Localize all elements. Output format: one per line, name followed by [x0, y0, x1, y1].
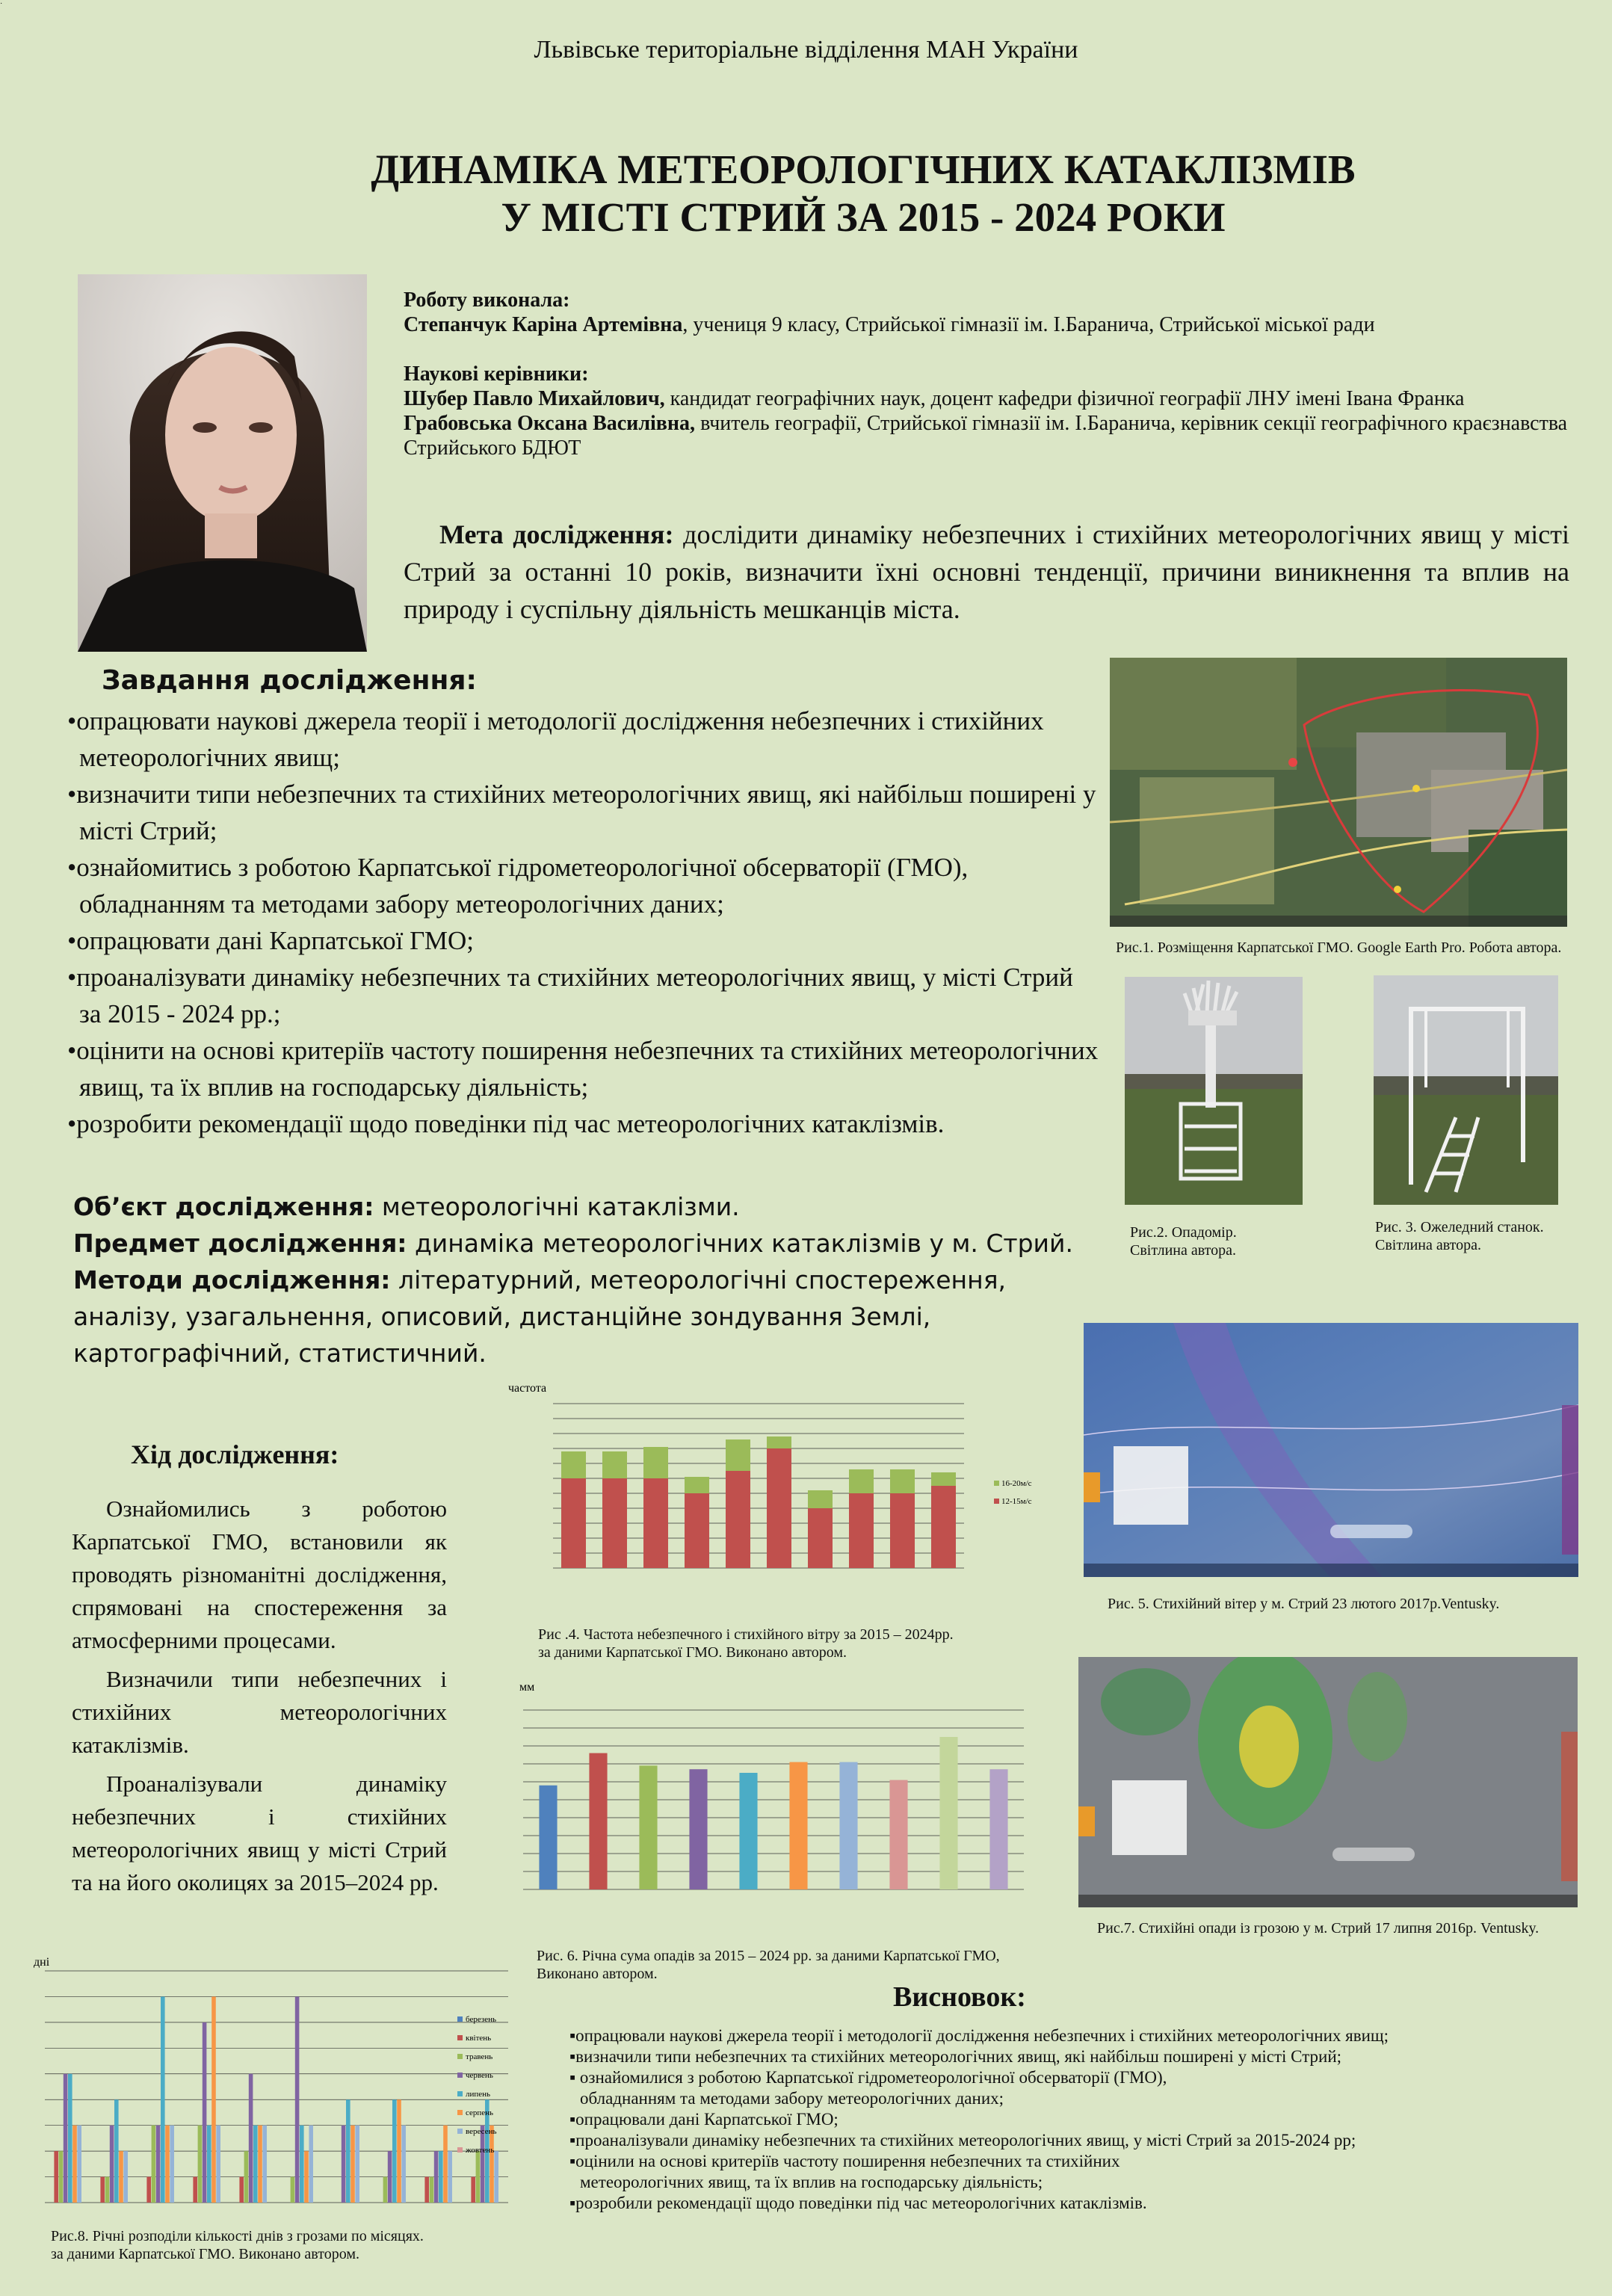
subject-line — [73, 1225, 1105, 1262]
fig1-satellite-map — [1110, 658, 1567, 927]
fig4-caption: Рис .4. Частота небезпечного і стихійного вітру за 2015 – 2024рр. за даними Карпатської ГМО. Виконано автором. — [538, 1626, 954, 1661]
bar-серпень-2017 — [165, 2126, 170, 2203]
bar-травень-2017 — [152, 2126, 156, 2203]
y-axis-label: дні — [34, 1956, 50, 1969]
bar-квітень-2024 — [471, 2177, 475, 2203]
advisor-2-name: Грабовська Оксана Василівна, — [404, 412, 696, 435]
fig3-caption: Рис. 3. Ожеледний станок. Світлина автора. — [1375, 1219, 1544, 1253]
object-text: метеорологічні катаклізми. — [374, 1192, 740, 1221]
bar-серпень-2015 — [72, 2126, 77, 2203]
bar-12-15м/с-2019 — [726, 1471, 750, 1568]
bar-липень-2015 — [68, 2074, 72, 2203]
advisor-1-line — [404, 386, 1569, 411]
bar-червень-2017 — [156, 2126, 161, 2203]
conclusion-list — [569, 2025, 1601, 2214]
progress-heading: Хід дослідження: — [131, 1439, 339, 1469]
bar-12-15м/с-2016 — [602, 1478, 627, 1568]
bar-серпень-2022 — [397, 2099, 401, 2203]
legend-swatch — [457, 2035, 463, 2040]
bar-серпень-2016 — [119, 2151, 123, 2203]
task-item: •опрацювати наукові джерела теорії і методології дослідження небезпечних і стихійних метеорологічних явищ; — [67, 706, 1044, 772]
bar-серпень-2023 — [443, 2126, 448, 2203]
bar-травень-2022 — [383, 2177, 388, 2203]
author-photo — [78, 274, 367, 652]
legend-label: 16-20м/с — [1001, 1479, 1032, 1488]
fig1-caption: Рис.1. Розміщення Карпатської ГМО. Google Earth Pro. Робота автора. — [1116, 939, 1562, 956]
task-item: •опрацювати дані Карпатської ГМО; — [67, 926, 475, 955]
student-name: Степанчук Каріна Артемівна — [404, 313, 683, 336]
bar-червень-2016 — [110, 2126, 114, 2203]
bar-квітень-2017 — [146, 2177, 151, 2203]
bar-2020 — [789, 1762, 807, 1889]
thunderstorm-svg — [30, 1952, 516, 2210]
conclusion-item: ▪оцінили на основі критеріїв частоту поширення небезпечних та стихійних метеорологічних явищ, та їх вплив на господарську діяльність; — [569, 2152, 1120, 2191]
bar-12-15м/с-2017 — [643, 1478, 668, 1568]
bar-12-15м/с-2022 — [849, 1493, 874, 1568]
fig7-caption: Рис.7. Стихійні опади із грозою у м. Стрий 17 липня 2016р. Ventusky. — [1097, 1920, 1540, 1937]
conclusion-item: ▪проаналізували динаміку небезпечних та стихійних метеорологічних явищ, у місті Стрий за 2015-2024 рр; — [569, 2131, 1356, 2150]
bar-серпень-2019 — [258, 2126, 262, 2203]
bar-серпень-2024 — [490, 2126, 494, 2203]
bar-16-20м/с-2021 — [808, 1490, 833, 1508]
bar-12-15м/с-2015 — [561, 1478, 586, 1568]
legend-swatch — [457, 2147, 463, 2152]
bar-2019 — [739, 1773, 757, 1889]
subject-text: динаміка метеорологічних катаклізмів у м. Стрий. — [407, 1229, 1073, 1258]
bar-16-20м/с-2019 — [726, 1439, 750, 1471]
legend-swatch — [457, 2073, 463, 2078]
bar-липень-2021 — [346, 2099, 350, 2203]
bar-16-20м/с-2024 — [931, 1472, 956, 1486]
fig8-thunderstorm-chart — [30, 1952, 516, 2210]
object-label: Об’єкт дослідження: — [73, 1192, 374, 1221]
bar-травень-2024 — [476, 2151, 481, 2203]
tasks-list — [67, 703, 1099, 1142]
progress-paragraph-1: Ознайомились з роботою Карпатської ГМО, встановили як проводять різноманітні дослідження, спрямовані на спостереження за атмосферними процесами. — [72, 1496, 447, 1653]
bar-вересень-2016 — [123, 2151, 128, 2203]
bar-12-15м/с-2023 — [890, 1493, 915, 1568]
legend-label: квітень — [466, 2034, 492, 2043]
bar-вересень-2021 — [355, 2126, 359, 2203]
y-axis-label: мм — [519, 1681, 535, 1694]
bar-липень-2019 — [253, 2126, 258, 2203]
conclusion-item: ▪опрацювали наукові джерела теорії і методології дослідження небезпечних і стихійних метеорологічних явищ; — [569, 2026, 1389, 2045]
bar-квітень-2015 — [54, 2151, 58, 2203]
progress-paragraph-3: Проаналізували динаміку небезпечних і стихійних метеорологічних явищ у місті Стрий та на його околицях за 2015–2024 рр. — [72, 1771, 447, 1895]
bar-червень-2024 — [481, 2126, 485, 2203]
bar-травень-2023 — [430, 2177, 434, 2203]
methods-text: літературний, метеорологічні спостереження, аналізу, узагальнення, описовий, дистанційне зондування Землі, картографічний, статистичний. — [73, 1265, 1007, 1368]
bar-серпень-2020 — [304, 2151, 309, 2203]
bar-вересень-2017 — [170, 2126, 174, 2203]
legend-label: липень — [466, 2090, 491, 2099]
fig8-caption: Рис.8. Річні розподіли кількості днів з грозами по місяцях. за даними Карпатської ГМО. Виконано автором. — [51, 2228, 424, 2262]
bar-вересень-2019 — [262, 2126, 267, 2203]
bar-червень-2018 — [203, 2022, 207, 2203]
advisor-2-info: вчитель географії, Стрийської гімназії ім. І.Баранича, керівник секції географічного краєзнавства Стрийського БДЮТ — [404, 412, 1568, 460]
goal-label: Мета дослідження: — [439, 519, 674, 549]
bar-16-20м/с-2023 — [890, 1469, 915, 1493]
legend-swatch — [457, 2091, 463, 2096]
bar-12-15м/с-2021 — [808, 1508, 833, 1568]
task-item: •ознайомитись з роботою Карпатської гідрометеорологічної обсерваторії (ГМО), обладнанням та методами забору метеорологічних даних; — [67, 853, 969, 919]
task-item: •визначити типи небезпечних та стихійних метеорологічних явищ, які найбільш поширені у місті Стрий; — [67, 780, 1096, 845]
bar-16-20м/с-2016 — [602, 1451, 627, 1478]
bar-2015 — [539, 1786, 557, 1889]
bar-червень-2022 — [388, 2151, 392, 2203]
methods-label: Методи дослідження: — [73, 1265, 391, 1294]
done-by-label: Роботу виконала: — [404, 288, 570, 312]
task-item: •проаналізувати динаміку небезпечних та стихійних метеорологічних явищ, у місті Стрий за 2015 - 2024 рр.; — [67, 963, 1073, 1028]
bar-2024 — [989, 1769, 1007, 1889]
conclusion-heading: Висновок: — [893, 1981, 1026, 2013]
legend-swatch — [994, 1481, 999, 1486]
bar-червень-2023 — [434, 2151, 439, 2203]
fig7-precipitation-map — [1078, 1657, 1578, 1907]
bar-червень-2015 — [64, 2074, 68, 2203]
bar-травень-2018 — [198, 2126, 203, 2203]
bar-квітень-2016 — [100, 2177, 105, 2203]
bar-травень-2019 — [244, 2151, 249, 2203]
fig3-ice-station-photo — [1374, 975, 1558, 1205]
fig5-wind-map — [1084, 1323, 1578, 1577]
advisor-1-name: Шубер Павло Михайлович, — [404, 387, 665, 410]
legend-swatch — [457, 2016, 463, 2022]
bar-вересень-2023 — [448, 2151, 452, 2203]
legend-swatch — [994, 1499, 999, 1504]
fig5-caption: Рис. 5. Стихійний вітер у м. Стрий 23 лютого 2017р.Ventusky. — [1108, 1596, 1500, 1612]
subject-label: Предмет дослідження: — [73, 1229, 407, 1258]
bar-2016 — [589, 1753, 607, 1889]
fig6-caption: Рис. 6. Річна сума опадів за 2015 – 2024 рр. за даними Карпатської ГМО, Виконано автором. — [537, 1948, 1000, 1982]
corner-dot-icon: · — [0, 0, 3, 8]
bar-16-20м/с-2020 — [767, 1436, 791, 1448]
bar-2018 — [689, 1769, 707, 1889]
legend-label: травень — [466, 2052, 493, 2061]
bar-липень-2016 — [114, 2099, 119, 2203]
bar-липень-2017 — [161, 1996, 165, 2203]
bar-липень-2023 — [439, 2151, 443, 2203]
bar-квітень-2018 — [193, 2177, 197, 2203]
student-line — [404, 312, 1569, 337]
conclusion-item: ▪опрацювали дані Карпатської ГМО; — [569, 2110, 839, 2129]
bar-12-15м/с-2018 — [685, 1493, 709, 1568]
tasks-heading: Завдання дослідження: — [102, 665, 477, 696]
bar-2021 — [839, 1762, 857, 1889]
bar-серпень-2021 — [350, 2126, 355, 2203]
advisor-2-line — [404, 411, 1569, 460]
bar-липень-2020 — [300, 2126, 304, 2203]
bar-липень-2022 — [392, 2099, 397, 2203]
research-goal — [404, 516, 1569, 628]
bar-16-20м/с-2017 — [643, 1447, 668, 1478]
bar-червень-2019 — [249, 2074, 253, 2203]
legend-swatch — [457, 2054, 463, 2059]
y-axis-label: частота — [508, 1382, 547, 1395]
progress-paragraph-2: Визначили типи небезпечних і стихійних метеорологічних катаклізмів. — [72, 1666, 447, 1758]
bar-16-20м/с-2022 — [849, 1469, 874, 1493]
bar-липень-2018 — [207, 2126, 211, 2203]
bar-травень-2020 — [291, 2177, 295, 2203]
study-definitions — [73, 1188, 1105, 1371]
methods-line — [73, 1262, 1105, 1371]
bar-12-15м/с-2024 — [931, 1486, 956, 1568]
bar-вересень-2024 — [494, 2151, 498, 2203]
bar-вересень-2018 — [216, 2126, 220, 2203]
authors-block — [404, 288, 1569, 460]
bar-квітень-2019 — [239, 2177, 244, 2203]
bar-червень-2021 — [342, 2126, 346, 2203]
bar-12-15м/с-2020 — [767, 1448, 791, 1568]
bar-вересень-2022 — [401, 2126, 406, 2203]
title-line-1: ДИНАМІКА МЕТЕОРОЛОГІЧНИХ КАТАКЛІЗМІВ — [371, 146, 1356, 192]
progress-text — [72, 1493, 447, 1905]
bar-2022 — [889, 1780, 907, 1889]
title-line-2: У МІСТІ СТРИЙ ЗА 2015 - 2024 РОКИ — [501, 194, 1226, 240]
bar-2017 — [639, 1765, 657, 1889]
bar-16-20м/с-2015 — [561, 1451, 586, 1478]
bar-червень-2020 — [295, 1996, 300, 2203]
object-line — [73, 1188, 1105, 1225]
conclusion-item: ▪ ознайомилися з роботою Карпатської гідрометеорологічної обсерваторії (ГМО), обладнанням та методами забору метеорологічних даних; — [569, 2068, 1167, 2108]
legend-label: вересень — [466, 2127, 497, 2136]
student-info: , учениця 9 класу, Стрийської гімназії ім. І.Баранича, Стрийської міської ради — [682, 313, 1375, 336]
bar-квітень-2023 — [424, 2177, 429, 2203]
conclusion-item: ▪розробили рекомендації щодо поведінки під час метеорологічних катаклізмів. — [569, 2194, 1147, 2212]
legend-label: березень — [466, 2015, 496, 2024]
task-item: •оцінити на основі критеріїв частоту поширення небезпечних та стихійних метеорологічних явищ, та їх вплив на господарську діяльність; — [67, 1036, 1099, 1102]
fig2-rain-gauge-photo — [1125, 977, 1303, 1205]
legend-swatch — [457, 2129, 463, 2134]
legend-label: жовтень — [466, 2146, 495, 2155]
precipitation-svg — [516, 1680, 1039, 1897]
advisors-label: Наукові керівники: — [404, 362, 589, 386]
bar-вересень-2015 — [77, 2126, 81, 2203]
legend-label: червень — [466, 2071, 493, 2080]
conclusion-item: ▪визначили типи небезпечних та стихійних метеорологічних явищ, які найбільш поширені у місті Стрий; — [569, 2047, 1342, 2066]
advisor-1-info: кандидат географічних наук, доцент кафедри фізичної географії ЛНУ імені Івана Франка — [664, 387, 1465, 410]
bar-травень-2016 — [105, 2177, 110, 2203]
fig6-precipitation-chart — [516, 1680, 1039, 1897]
fig2-caption: Рис.2. Опадомір. Світлина автора. — [1130, 1224, 1237, 1259]
legend-label: серпень — [466, 2108, 494, 2117]
bar-серпень-2018 — [211, 1996, 216, 2203]
page-title — [247, 146, 1480, 241]
bar-вересень-2020 — [309, 2126, 313, 2203]
goal-text: дослідити динаміку небезпечних і стихійних метеорологічних явищ у місті Стрий за останні 10 років, визначити їхні основні тенденції, причини виникнення та вплив на природу і суспільну діяльність мешканців міста. — [404, 519, 1570, 624]
fig4-wind-frequency-chart — [508, 1381, 1046, 1576]
organization-header: Львівське територіальне відділення МАН України — [534, 36, 1078, 64]
legend-label: 12-15м/с — [1001, 1497, 1032, 1506]
wind-frequency-svg — [508, 1381, 1046, 1576]
bar-травень-2015 — [59, 2151, 64, 2203]
bar-2023 — [939, 1737, 957, 1889]
bar-16-20м/с-2018 — [685, 1477, 709, 1493]
legend-swatch — [457, 2110, 463, 2115]
task-item: •розробити рекомендації щодо поведінки під час метеорологічних катаклізмів. — [67, 1109, 945, 1138]
